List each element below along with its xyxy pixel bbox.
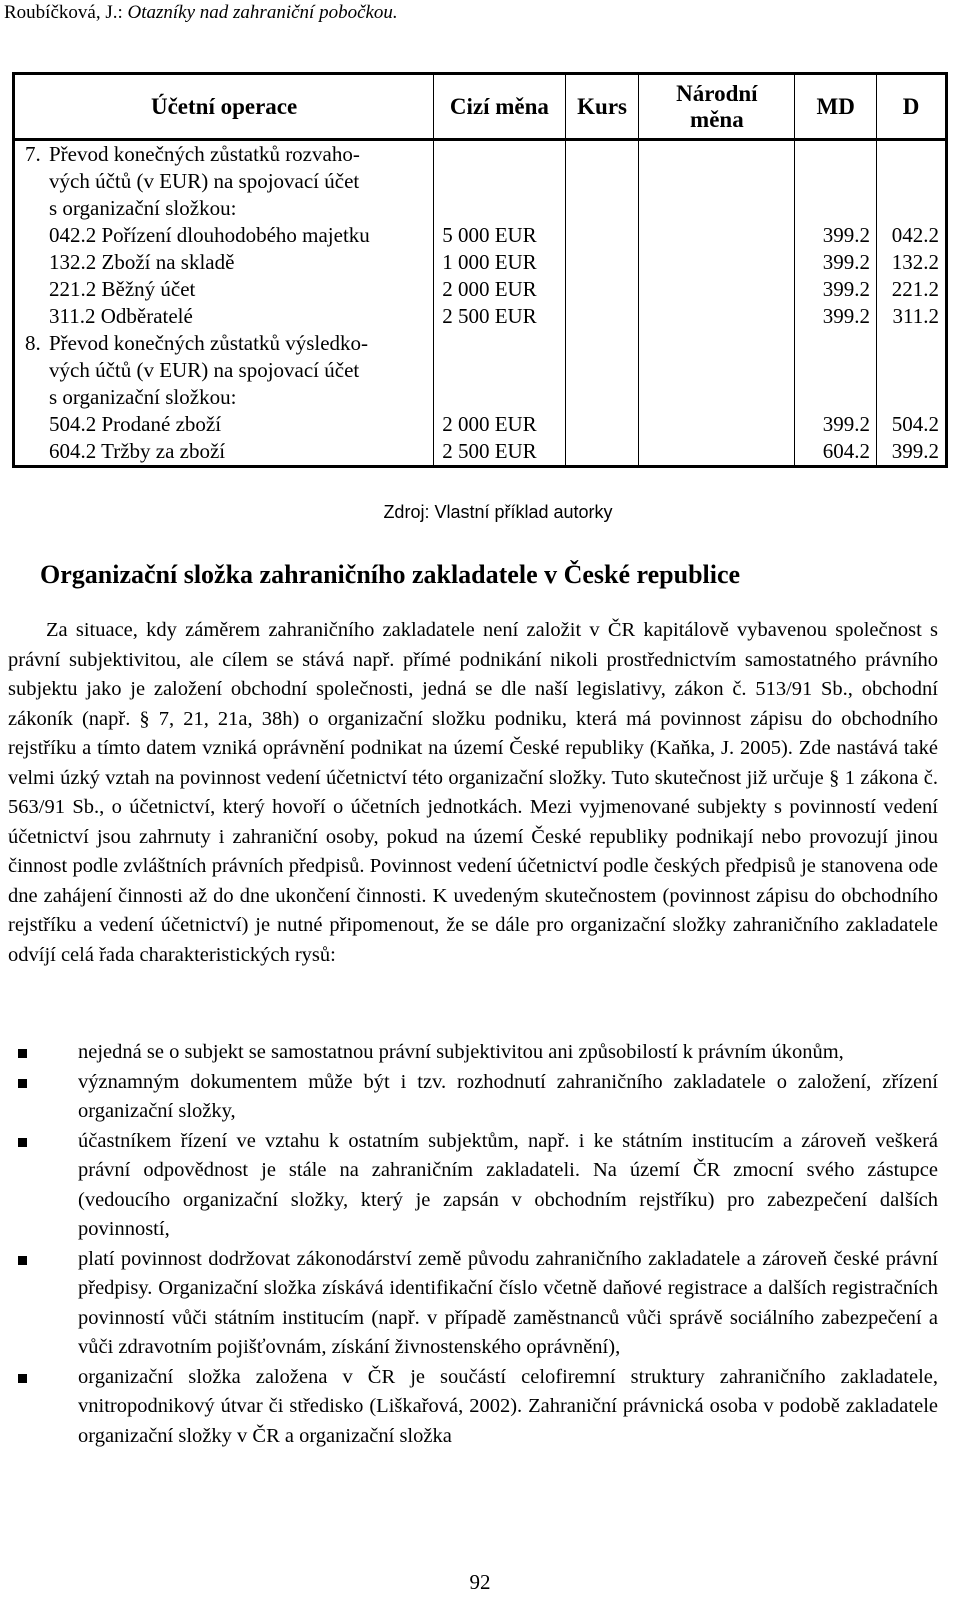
section-7-national [639,140,795,331]
feature-list [8,1038,938,1451]
section-7-foreign: 5 000 EUR 1 000 EUR 2 000 EUR 2 500 EUR [434,140,565,331]
running-header [4,2,398,24]
table-row [14,140,947,331]
section-8-national [639,330,795,467]
section-7-rate [565,140,639,331]
section-7-d: 042.2 132.2 221.2 311.2 [877,140,947,331]
col-header-d: D [877,74,947,140]
accounting-table [12,72,948,468]
section-8-d: 504.2 399.2 [877,330,947,467]
body-paragraph: Za situace, kdy záměrem zahraničního zakladatele není založit v ČR kapitálově vybavenou společnost s právní subjektivitou, ale cílem se stává např. přímé podnikání nikoli prostřednictvím samostatného právního subjektu jako je založení obchodní společnosti, jedná se dle naší legislativy, zákon č. 513/91 Sb., obchodní zákoník (např. § 7, 21, 21a, 38h) o organizační složku podniku, která má povinnost zápisu do obchodního rejstříku a tímto datem vzniká oprávnění podnikat na území České republiky (Kaňka, J. 2005). Zde nastává také velmi úzký vztah na povinnost vedení účetnictví této organizační složky. Tuto skutečnost již určuje § 1 zákona č. 563/91 Sb., o účetnictví, který hovoří o účetních jednotkách. Mezi vyjmenované subjekty s povinností vedení účetnictví jsou zahrnuty i zahraniční osoby, pokud na území České republiky podnikají nebo provozují jinou činnost podle zvláštních právních předpisů. Povinnost vedení účetnictví podle českých předpisů je stanovena ode dne zahájení činnosti až do dne ukončení činnosti. K uvedeným skutečnostem (povinnost zápisu do obchodního rejstříku a vedení účetnictví) je nutné připomenout, že se dále pro organizační složky zahraničního zakladatele odvíjí celá řada charakteristických rysů: [8,619,938,966]
section-8-rate [565,330,639,467]
table-row [14,330,947,467]
header-author: Roubíčková, J.: [4,2,128,23]
list-item: platí povinnost dodržovat zákonodárství země původu zahraničního zakladatele a zároveň české právní předpisy. Organizační složka získává identifikační číslo včetně daňové registrace a dalších registračních povinností vůči státním institucím (např. v případě zaměstnanců vůči správě sociálního zabezpečení a vůči zdravotním pojišťovnám, získání živnostenského oprávnění), [8,1245,938,1363]
table-source: Zdroj: Vlastní příklad autorky [383,502,613,522]
col-header-national-currency: Národní měna [639,74,795,140]
col-header-foreign-currency: Cizí měna [434,74,565,140]
section-7-heading: 7. Převod konečných zůstatků rozvaho- vých účtů (v EUR) na spojovací účet s organizační složkou: 042.2 Pořízení dlouhodobého majetku 132.2 Zboží na skladě 221.2 Běžný účet 311.2 Odběratelé [14,140,434,331]
square-bullet-icon [18,1138,27,1147]
col-header-operation: Účetní operace [14,74,434,140]
list-item: významným dokumentem může být i tzv. rozhodnutí zahraničního zakladatele o založení, zřízení organizační složky, [8,1068,938,1127]
page-number: 92 [469,1570,491,1594]
list-item: organizační složka založena v ČR je součástí celofiremní struktury zahraničního zakladatele, vnitropodnikový útvar či středisko (Liškařová, 2002). Zahraniční právnická osoba v podobě zakladatele organizační složky v ČR a organizační složka [8,1363,938,1452]
section-8-heading: 8. Převod konečných zůstatků výsledko- vých účtů (v EUR) na spojovací účet s organizační složkou: 504.2 Prodané zboží 604.2 Tržby za zboží [14,330,434,467]
square-bullet-icon [18,1049,27,1058]
section-title: Organizační složka zahraničního zakladatele v České republice [40,560,741,589]
col-header-md: MD [795,74,877,140]
square-bullet-icon [18,1256,27,1265]
square-bullet-icon [18,1374,27,1383]
header-title: Otazníky nad zahraniční pobočkou. [127,2,398,23]
square-bullet-icon [18,1079,27,1088]
col-header-rate: Kurs [565,74,639,140]
table-header-row [14,74,947,140]
section-7-md: 399.2 399.2 399.2 399.2 [795,140,877,331]
section-8-foreign: 2 000 EUR 2 500 EUR [434,330,565,467]
section-8-md: 399.2 604.2 [795,330,877,467]
list-item: účastníkem řízení ve vztahu k ostatním subjektům, např. i ke státním institucím a zároveň veškerá právní odpovědnost je stále na zahraničním zakladateli. Na území ČR zmocní svého zástupce (vedoucího organizační složky, který je zapsán v obchodním rejstříku) pro zabezpečení dalších povinností, [8,1127,938,1245]
list-item: nejedná se o subjekt se samostatnou právní subjektivitou ani způsobilostí k právním úkonům, [8,1038,938,1068]
